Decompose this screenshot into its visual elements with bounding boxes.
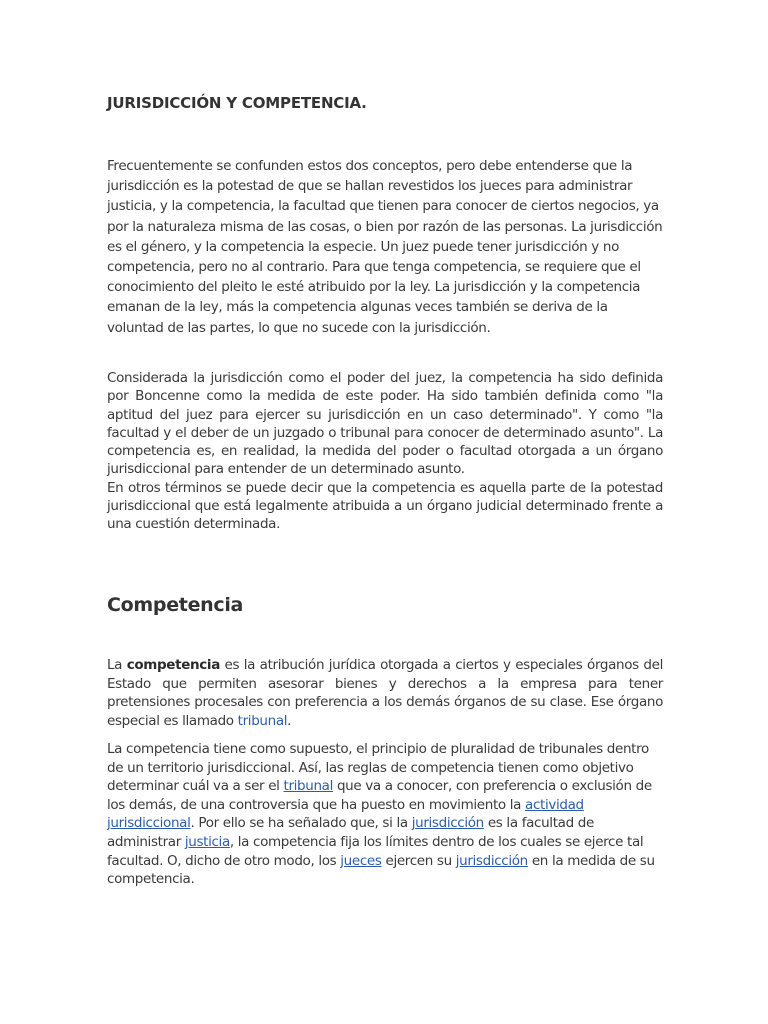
link-jueces[interactable]: jueces: [340, 852, 382, 869]
paragraph4-text-5: , la competencia fija los límites dentro de los cuales se ejerce tal facultad. O, dicho de otro modo, los: [107, 833, 644, 869]
link-actividad-jurisdiccional[interactable]: actividad jurisdiccional: [107, 796, 584, 832]
link-justicia[interactable]: justicia: [184, 833, 230, 850]
paragraph4-text-6: ejercen su: [381, 852, 456, 869]
document-title: JURISDICCIÓN Y COMPETENCIA.: [107, 94, 367, 112]
paragraph3-end: .: [287, 712, 292, 729]
paragraph-pluralidad-tribunales: [107, 740, 663, 889]
paragraph-competencia-atribucion: [107, 656, 663, 730]
paragraph4-text-7: en la medida de su competencia.: [107, 852, 655, 888]
paragraph4-text-1: La competencia tiene como supuesto, el principio de pluralidad de tribunales dentro de un territorio jurisdiccional. Así, las reglas de competencia tienen como objetivo determinar cuál va a ser el: [107, 741, 649, 795]
paragraph-competencia-definida-part2: En otros términos se puede decir que la competencia es aquella parte de la potestad jurisdiccional que está legalmente atribuida a un órgano judicial determinado frente a una cuestión determinada.: [107, 479, 663, 533]
paragraph4-text-4: es la facultad de administrar: [107, 815, 594, 850]
paragraph-competencia-definida-part1: Considerada la jurisdicción como el poder del juez, la competencia ha sido definida por Boncenne como la medida de este poder. Ha sido también definida como "la aptitud del juez para ejercer su jurisdicción en un caso determinado". Y como "la facultad y el deber de un juzgado o tribunal para conocer de determinado asunto". La competencia es, en realidad, la medida del poder o facultad otorgada a un órgano jurisdiccional para entender de un determinado asunto.: [107, 370, 663, 478]
paragraph3-lead: La: [107, 657, 127, 673]
link-jurisdiccion-2[interactable]: jurisdicción: [455, 852, 528, 869]
link-jurisdiccion[interactable]: jurisdicción: [411, 815, 484, 832]
paragraph4-text-3: . Por ello se ha señalado que, si la: [190, 815, 412, 832]
paragraph-competencia-definida: [107, 369, 663, 534]
section-heading-competencia: Competencia: [107, 594, 244, 616]
link-tribunal[interactable]: tribunal: [237, 712, 288, 729]
paragraph4-text-2: que va a conocer, con preferencia o exclusión de los demás, de una controversia que ha puesto en movimiento la: [107, 778, 652, 813]
paragraph-definitions: Frecuentemente se confunden estos dos conceptos, pero debe entenderse que la jurisdicción es la potestad de que se hallan revestidos los jueces para administrar justicia, y la competencia, la facultad que tienen para conocer de ciertos negocios, ya por la naturaleza misma de las cosas, o bien por razón de las personas. La jurisdicción es el género, y la competencia la especie. Un juez puede tener jurisdicción y no competencia, pero no al contrario. Para que tenga competencia, se requiere que el conocimiento del pleito le esté atribuido por la ley. La jurisdicción y la competencia emanan de la ley, más la competencia algunas veces también se deriva de la voluntad de las partes, lo que no sucede con la jurisdicción.: [107, 158, 663, 336]
paragraph3-bold-term: competencia: [126, 657, 220, 673]
link-tribunal-2[interactable]: tribunal: [283, 778, 333, 795]
paragraph3-text: es la atribución jurídica otorgada a ciertos y especiales órganos del Estado que permiten asesorar bienes y derechos a la empresa para tener pretensiones procesales con preferencia a los demás órganos de su clase. Ese órgano especial es llamado: [107, 657, 663, 729]
